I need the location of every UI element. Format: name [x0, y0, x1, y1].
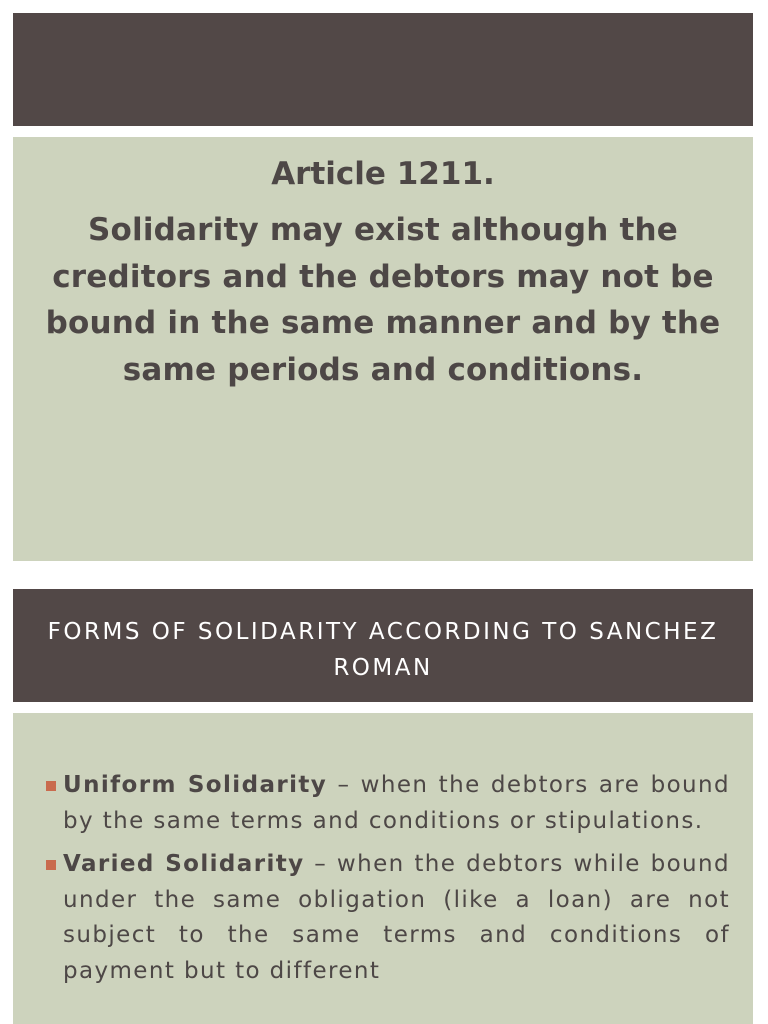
- forms-heading: FORMS OF SOLIDARITY ACCORDING TO SANCHEZ ROMAN: [47, 619, 719, 681]
- form-description: – when the debtors while bound under the same obligation (like a loan) are not subject to the same terms and conditions of payment but to different: [63, 851, 730, 984]
- form-term: Varied Solidarity: [63, 851, 305, 877]
- list-item: [44, 847, 730, 989]
- square-bullet-icon: [46, 781, 56, 791]
- form-term: Uniform Solidarity: [63, 772, 328, 798]
- form-description: – when the debtors are bound by the same terms and conditions or stipulations.: [63, 772, 731, 834]
- list-item: [44, 768, 730, 839]
- forms-list: [44, 768, 730, 997]
- square-bullet-icon: [46, 860, 56, 870]
- slide-header-bar: [13, 13, 753, 126]
- article-text: Solidarity may exist although the creditors and the debtors may not be bound in the same manner and by the same periods and conditions.: [45, 212, 721, 388]
- article-title: Article 1211.: [271, 156, 495, 192]
